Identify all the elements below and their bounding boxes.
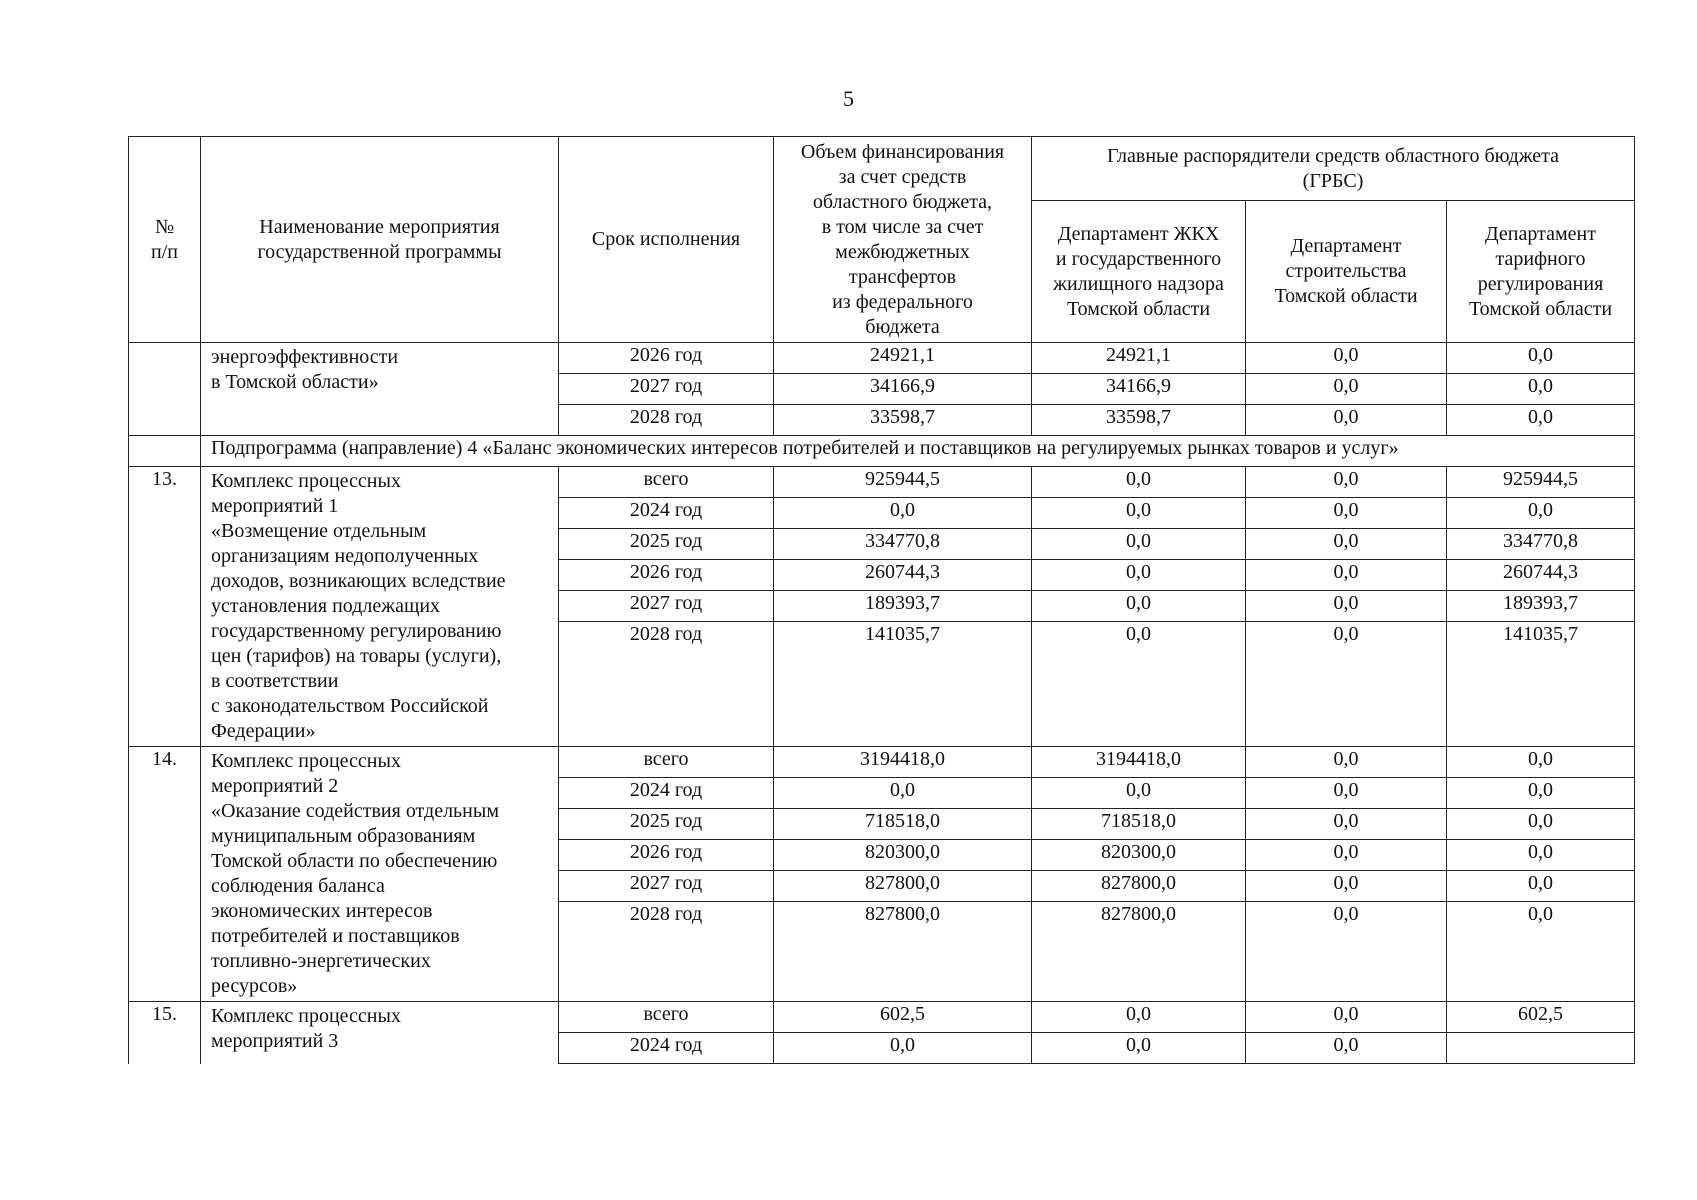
table-row <box>129 1002 1635 1033</box>
row-name: Комплекс процессных мероприятий 3 <box>201 1002 559 1064</box>
cell-dept-construction: 0,0 <box>1246 747 1447 778</box>
cell-dept-tariff <box>1447 1033 1635 1064</box>
row-num <box>129 343 201 436</box>
cell-volume: 189393,7 <box>774 591 1032 622</box>
cell-term: 2027 год <box>559 591 774 622</box>
cell-dept-housing: 0,0 <box>1032 467 1246 498</box>
cell-dept-construction: 0,0 <box>1246 498 1447 529</box>
cell-dept-tariff: 0,0 <box>1447 343 1635 374</box>
header-dept-tariff: Департамент тарифного регулирования Томской области <box>1447 201 1635 343</box>
cell-volume: 33598,7 <box>774 405 1032 436</box>
cell-volume: 141035,7 <box>774 622 1032 747</box>
cell-dept-housing: 827800,0 <box>1032 902 1246 1002</box>
cell-term: 2025 год <box>559 529 774 560</box>
cell-term: 2025 год <box>559 809 774 840</box>
cell-dept-construction: 0,0 <box>1246 902 1447 1002</box>
cell-term: всего <box>559 1002 774 1033</box>
cell-dept-housing: 0,0 <box>1032 1002 1246 1033</box>
cell-volume: 34166,9 <box>774 374 1032 405</box>
cell-dept-construction: 0,0 <box>1246 778 1447 809</box>
header-dept-construction: Департамент строительства Томской области <box>1246 201 1447 343</box>
header-volume: Объем финансирования за счет средств областного бюджета, в том числе за счет межбюджетных трансфертов из федерального бюджета <box>774 137 1032 343</box>
cell-volume: 718518,0 <box>774 809 1032 840</box>
cell-dept-construction: 0,0 <box>1246 871 1447 902</box>
cell-volume: 260744,3 <box>774 560 1032 591</box>
cell-dept-tariff: 0,0 <box>1447 405 1635 436</box>
cell-dept-housing: 33598,7 <box>1032 405 1246 436</box>
cell-dept-tariff: 925944,5 <box>1447 467 1635 498</box>
cell-term: 2028 год <box>559 902 774 1002</box>
cell-term: 2028 год <box>559 622 774 747</box>
cell-term: 2027 год <box>559 871 774 902</box>
row-name: Комплекс процессных мероприятий 2 «Оказание содействия отдельным муниципальным образованиям Томской области по обеспечению соблюдения баланса экономических интересов потребителей и поставщиков топливно-энергетических ресурсов» <box>201 747 559 1002</box>
cell-term: 2026 год <box>559 343 774 374</box>
cell-dept-housing: 0,0 <box>1032 591 1246 622</box>
cell-dept-construction: 0,0 <box>1246 374 1447 405</box>
cell-dept-tariff: 189393,7 <box>1447 591 1635 622</box>
cell-dept-housing: 0,0 <box>1032 1033 1246 1064</box>
cell-dept-tariff: 0,0 <box>1447 374 1635 405</box>
header-grbs: Главные распорядители средств областного бюджета (ГРБС) <box>1032 137 1635 201</box>
cell-term: 2024 год <box>559 778 774 809</box>
cell-dept-housing: 0,0 <box>1032 529 1246 560</box>
cell-volume: 925944,5 <box>774 467 1032 498</box>
cell-dept-housing: 718518,0 <box>1032 809 1246 840</box>
cell-volume: 0,0 <box>774 498 1032 529</box>
subprogram-row <box>129 436 1635 467</box>
cell-dept-tariff: 0,0 <box>1447 809 1635 840</box>
cell-volume: 602,5 <box>774 1002 1032 1033</box>
table-row <box>129 467 1635 498</box>
cell-dept-housing: 820300,0 <box>1032 840 1246 871</box>
cell-dept-housing: 0,0 <box>1032 622 1246 747</box>
cell-volume: 24921,1 <box>774 343 1032 374</box>
cell-dept-construction: 0,0 <box>1246 840 1447 871</box>
cell-volume: 0,0 <box>774 778 1032 809</box>
cell-volume: 3194418,0 <box>774 747 1032 778</box>
cell-dept-construction: 0,0 <box>1246 405 1447 436</box>
cell-dept-construction: 0,0 <box>1246 1033 1447 1064</box>
cell-dept-tariff: 0,0 <box>1447 778 1635 809</box>
row-num <box>129 436 201 467</box>
cell-dept-tariff: 0,0 <box>1447 840 1635 871</box>
subprogram-title: Подпрограмма (направление) 4 «Баланс экономических интересов потребителей и поставщиков на регулируемых рынках товаров и услуг» <box>201 436 1635 467</box>
cell-volume: 0,0 <box>774 1033 1032 1064</box>
row-num: 14. <box>129 747 201 1002</box>
table-row <box>129 747 1635 778</box>
cell-dept-construction: 0,0 <box>1246 560 1447 591</box>
cell-dept-housing: 0,0 <box>1032 560 1246 591</box>
cell-dept-construction: 0,0 <box>1246 1002 1447 1033</box>
cell-volume: 820300,0 <box>774 840 1032 871</box>
row-name: Комплекс процессных мероприятий 1 «Возмещение отдельным организациям недополученных доходов, возникающих вследствие установления подлежащих государственному регулированию цен (тарифов) на товары (услуги), в соответствии с законодательством Российской Федерации» <box>201 467 559 747</box>
cell-dept-tariff: 0,0 <box>1447 871 1635 902</box>
cell-dept-construction: 0,0 <box>1246 622 1447 747</box>
cell-term: 2027 год <box>559 374 774 405</box>
cell-volume: 827800,0 <box>774 902 1032 1002</box>
cell-term: 2026 год <box>559 560 774 591</box>
cell-dept-tariff: 602,5 <box>1447 1002 1635 1033</box>
cell-dept-construction: 0,0 <box>1246 467 1447 498</box>
row-num: 15. <box>129 1002 201 1064</box>
cell-dept-tariff: 0,0 <box>1447 747 1635 778</box>
cell-dept-construction: 0,0 <box>1246 343 1447 374</box>
header-term: Срок исполнения <box>559 137 774 343</box>
cell-term: 2024 год <box>559 1033 774 1064</box>
cell-term: всего <box>559 467 774 498</box>
cell-dept-construction: 0,0 <box>1246 809 1447 840</box>
cell-dept-housing: 827800,0 <box>1032 871 1246 902</box>
cell-dept-housing: 0,0 <box>1032 778 1246 809</box>
cell-term: 2028 год <box>559 405 774 436</box>
cell-term: всего <box>559 747 774 778</box>
cell-dept-tariff: 0,0 <box>1447 902 1635 1002</box>
page-number: 5 <box>843 86 854 111</box>
cell-dept-construction: 0,0 <box>1246 529 1447 560</box>
budget-table <box>128 136 1635 1064</box>
row-name: энергоэффективности в Томской области» <box>201 343 559 436</box>
header-name: Наименование мероприятия государственной программы <box>201 137 559 343</box>
cell-dept-tariff: 260744,3 <box>1447 560 1635 591</box>
cell-dept-housing: 3194418,0 <box>1032 747 1246 778</box>
table-row <box>129 343 1635 374</box>
header-num: № п/п <box>129 137 201 343</box>
row-num: 13. <box>129 467 201 747</box>
cell-dept-housing: 24921,1 <box>1032 343 1246 374</box>
cell-dept-tariff: 0,0 <box>1447 498 1635 529</box>
cell-dept-housing: 34166,9 <box>1032 374 1246 405</box>
cell-term: 2026 год <box>559 840 774 871</box>
cell-term: 2024 год <box>559 498 774 529</box>
cell-volume: 827800,0 <box>774 871 1032 902</box>
header-dept-housing: Департамент ЖКХ и государственного жилищного надзора Томской области <box>1032 201 1246 343</box>
cell-dept-construction: 0,0 <box>1246 591 1447 622</box>
cell-dept-tariff: 334770,8 <box>1447 529 1635 560</box>
cell-dept-tariff: 141035,7 <box>1447 622 1635 747</box>
cell-dept-housing: 0,0 <box>1032 498 1246 529</box>
cell-volume: 334770,8 <box>774 529 1032 560</box>
